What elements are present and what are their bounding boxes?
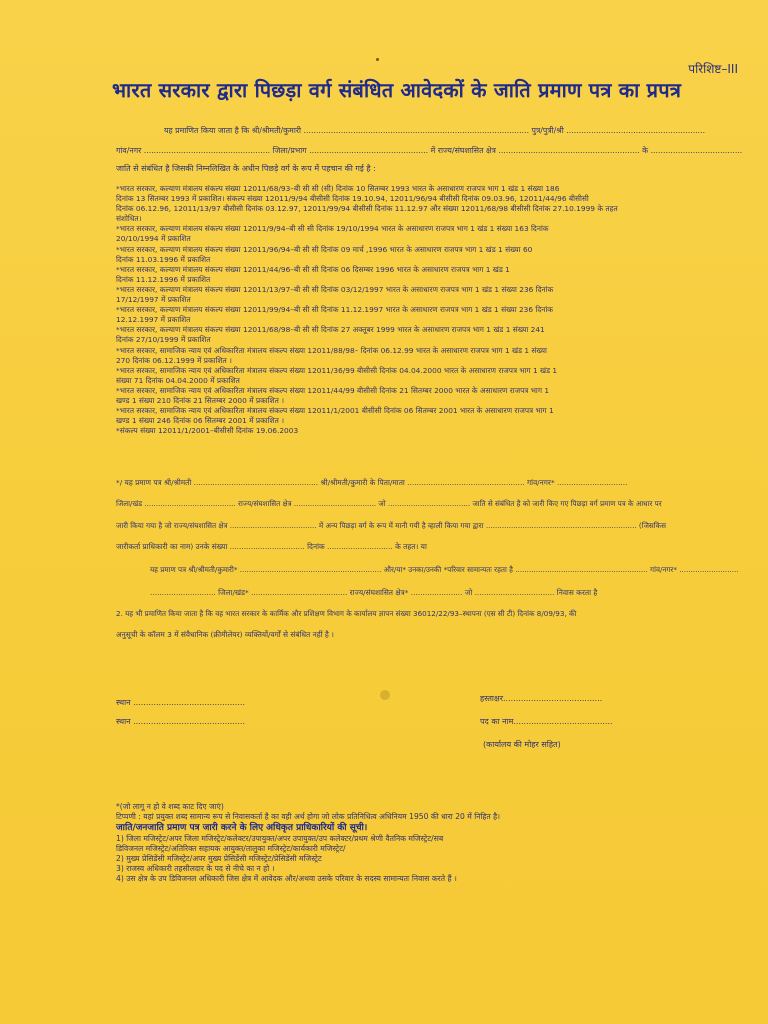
residence-note: टिप्पणी : यहां प्रयुक्त शब्द सामान्य रूप से निवासकर्ता है का वही अर्थ होगा जो लोक प्रतिनिधित्व अधिनियम 1950 की धारा 20 में निहित है। [116, 812, 501, 821]
order-line: 270 दिनांक 06.12.1999 में प्रकाशित । [116, 355, 232, 365]
order-line: *भारत सरकार, सामाजिक न्याय एवं अधिकारिता मंत्रालय संकल्प संख्या 12011/36/99 बीसीसी दिनांक 04.04.2000 भारत के असाधारण राजपत्र भाग 1 खंड 1 [116, 365, 558, 375]
order-line: खण्ड 1 संख्या 210 दिनांक 21 सितम्बर 2000 में प्रकाशित । [116, 395, 285, 405]
signature-field: हस्ताक्षर....................................... [480, 694, 603, 703]
office-seal-note: (कार्यालय की मोहर सहित) [483, 740, 561, 749]
place-field-2: स्थान ............................................ [116, 717, 246, 726]
authority-item: 1) जिला मजिस्ट्रेट/अपर जिला मजिस्ट्रेट/कलेक्टर/उपायुक्त/अपर उपायुक्त/उप कलेक्टर/प्रथम श्रेणी वैतनिक मजिस्ट्रेट/सब [116, 834, 444, 843]
issue-para-line-4: जारीकर्ता प्राधिकारी का नाम) उनके संख्या ................................ दिनांक ............................ के तहत। या [116, 542, 427, 551]
order-line: *भारत सरकार, सामाजिक न्याय एवं अधिकारिता मंत्रालय संकल्प संख्या 12011/1/2001 बीसीसी दिनांक 06 सितम्बर 2001 भारत के असाधारण राजपत्र भाग 1 [116, 406, 554, 416]
authority-item: 2) मुख्य प्रेसिडेंसी मजिस्ट्रेट/अपर मुख्य प्रेसिडेंसी मजिस्ट्रेट/प्रेसिडेंसी मजिस्ट्रेट [116, 854, 322, 863]
stain-mark [380, 690, 390, 700]
designation-field: पद का नाम....................................... [480, 717, 613, 726]
order-line: दिनांक 11.12.1996 में प्रकाशित [116, 274, 211, 284]
order-line: *संकल्प संख्या 12011/1/2001–बीसीसी दिनांक 19.06.2003 [116, 426, 299, 436]
order-line: 12.12.1997 में प्रकाशित [116, 315, 191, 325]
creamy-layer-line-2: अनुसूची के कॉलम 3 में संवैधानिक (क्रीमीलेयर) व्यक्तियों/वर्गों से संबंधित नहीं है । [116, 630, 334, 639]
residence-line-1: यह प्रमाण पत्र श्री/श्रीमती/कुमारी* .............................................................. और/या* उनका/उनकी *परिवार सामान्यतः रहता है .......................................................... गांव/नगर* .......................... [150, 565, 739, 574]
order-line: संशोधित। [116, 214, 142, 224]
government-orders-list [116, 184, 676, 436]
order-line: *भारत सरकार, सामाजिक न्याय एवं अधिकारिता मंत्रालय संकल्प संख्या 12011/44/99 बीसीसी दिनांक 21 सितम्बर 2000 भारत के असाधारण राजपत्र भाग 1 [116, 385, 550, 395]
order-line: दिनांक 27/10/1999 में प्रकाशित [116, 335, 211, 345]
authorities-heading: जाति/जनजाति प्रमाण पत्र जारी करने के लिए अधिकृत प्राधिकारियों की सूची। [116, 823, 368, 833]
order-line: दिनांक 06.12.96, 12011/13/97 बीसीसी दिनांक 03.12.97, 12011/99/94 बीसीसी दिनांक 11.12.97 और संख्या 12011/68/98 बीसीसी दिनांक 27.10.1999 के तहत [116, 204, 618, 214]
order-line: *भारत सरकार, कल्याण मंत्रालय संकल्प संख्या 12011/99/94–बी सी सी दिनांक 11.12.1997 भारत के असाधारण राजपत्र भाग 1 खंड 1 संख्या 236 दिनांक [116, 305, 553, 315]
order-line: संख्या 71 दिनांक 04.04.2000 में प्रकाशित [116, 375, 240, 385]
document-title: भारत सरकार द्वारा पिछड़ा वर्ग संबंधित आवेदकों के जाति प्रमाण पत्र का प्रपत्र [112, 78, 682, 102]
certify-line-1: यह प्रमाणित किया जाता है कि श्री/श्रीमती/कुमारी ........................................................................................... पुत्र/पुत्री/श्री ........................................................ [164, 126, 706, 135]
creamy-layer-line-1: 2. यह भी प्रमाणित किया जाता है कि वह भारत सरकार के कार्मिक और प्रशिक्षण विभाग के कार्यालय ज्ञापन संख्या 36012/22/93–स्थापना (एस सी टी) दिनांक 8/09/93, की [116, 609, 577, 618]
issue-para-line-1: */ यह प्रमाण पत्र श्री/श्रीमती ..................................................... श्री/श्रीमती/कुमारी के पिता/माता .................................................. गांव/नगर* .............................. [116, 478, 628, 487]
order-line: *भारत सरकार, कल्याण मंत्रालय संकल्प संख्या 12011/68/93–बी सी सी (सी) दिनांक 10 सितम्बर 1993 भारत के असाधारण राजपत्र भाग 1 खंड 1 संख्या 186 [116, 184, 560, 193]
strike-note: *(जो लागू न हो वे शब्द काट दिए जाएं) [116, 802, 224, 811]
stain-dot [376, 58, 379, 61]
order-line: दिनांक 11.03.1996 में प्रकाशित [116, 254, 211, 264]
order-line: *भारत सरकार, कल्याण मंत्रालय संकल्प संख्या 12011/96/94–बी सी सी दिनांक 09 मार्च ,1996 भारत के असाधारण राजपत्र भाग 1 खंड 1 संख्या 60 [116, 244, 533, 254]
order-line: दिनांक 13 सितम्बर 1993 में प्रकाशित। संकल्प संख्या 12011/9/94 बीसीसी दिनांक 19.10.94, 12011/96/94 बीसीसी दिनांक 09.03.96, 12011/44/96 बीसीसी [116, 194, 589, 204]
place-field-1: स्थान ............................................ [116, 698, 246, 707]
order-line: 20/10/1994 में प्रकाशित [116, 234, 191, 244]
authority-item: 4) उस क्षेत्र के उप डिविजनल अधिकारी जिस क्षेत्र में आवेदक और/अथवा उसके परिवार के सदस्य सामान्यतः निवास करते हैं । [116, 874, 457, 883]
order-line: *भारत सरकार, कल्याण मंत्रालय संकल्प संख्या 12011/44/96–बी सी सी दिनांक 06 दिसम्बर 1996 भारत के असाधारण राजपत्र भाग 1 खंड 1 [116, 264, 510, 274]
footer-notes [116, 802, 656, 884]
issue-para-line-3: जारी किया गया है जो राज्य/संघशासित क्षेत्र ...................................... में अन्य पिछड़ा वर्ग के रूप में मानी गयी है व्हाली किया गया द्वारा .................................................................. (जिसकिस [116, 521, 667, 530]
order-line: *भारत सरकार, कल्याण मंत्रालय संकल्प संख्या 12011/68/98–बी सी सी दिनांक 27 अक्तूबर 1999 भारत के असाधारण राजपत्र भाग 1 खंड 1 संख्या 241 [116, 325, 545, 335]
order-line: *भारत सरकार, कल्याण मंत्रालय संकल्प संख्या 12011/13/97–बी सी सी दिनांक 03/12/1997 भारत के असाधारण राजपत्र भाग 1 खंड 1 संख्या 236 दिनांक [116, 284, 554, 294]
order-line: खण्ड 1 संख्या 246 दिनांक 06 सितम्बर 2001 में प्रकाशित । [116, 416, 285, 426]
certify-line-2: गांव/नगर ................................................... जिला/प्रभाग ................................................ में राज्य/संघशासित क्षेत्र ......................................................... के ..................................... [116, 146, 743, 155]
authority-item: 3) राजस्व अधिकारी तहसीलदार के पद से नीचे का न हो । [116, 864, 275, 873]
order-line: *भारत सरकार, सामाजिक न्याय एवं अधिकारिता मंत्रालय संकल्प संख्या 12011/88/98– दिनांक 06.12.99 भारत के असाधारण राजपत्र भाग 1 खंड 1 संख्या [116, 345, 547, 355]
residence-line-2: ............................ जिला/खंड* ......................................... राज्य/संघशासित क्षेत्र* ...................... जो .................................. निवास करता है [150, 588, 598, 597]
order-line: *भारत सरकार, कल्याण मंत्रालय संकल्प संख्या 12011/9/94–बी सी सी दिनांक 19/10/1994 भारत के असाधारण राजपत्र भाग 1 खंड 1 संख्या 163 दिनांक [116, 224, 549, 234]
certify-line-3: जाति से संबंधित है जिसकी निम्नलिखित के अधीन पिछड़े वर्ग के रूप में पहचान की गई है : [116, 164, 376, 173]
authority-item: डिविजनल मजिस्ट्रेट/अतिरिक्त सहायक आयुक्त/तालुका मजिस्ट्रेट/कार्यकारी मजिस्ट्रेट/ [116, 844, 346, 853]
issue-para-line-2: जिला/खंड ........................................ राज्य/संघशासित क्षेत्र .................................... जो .................................... जाति से संबंधित है को जारी किए गए पिछड़ा वर्ग प्रमाण पत्र के आधार पर [116, 499, 662, 508]
annexure-label: परिशिष्ट–III [688, 62, 738, 76]
order-line: 17/12/1997 में प्रकाशित [116, 295, 191, 305]
